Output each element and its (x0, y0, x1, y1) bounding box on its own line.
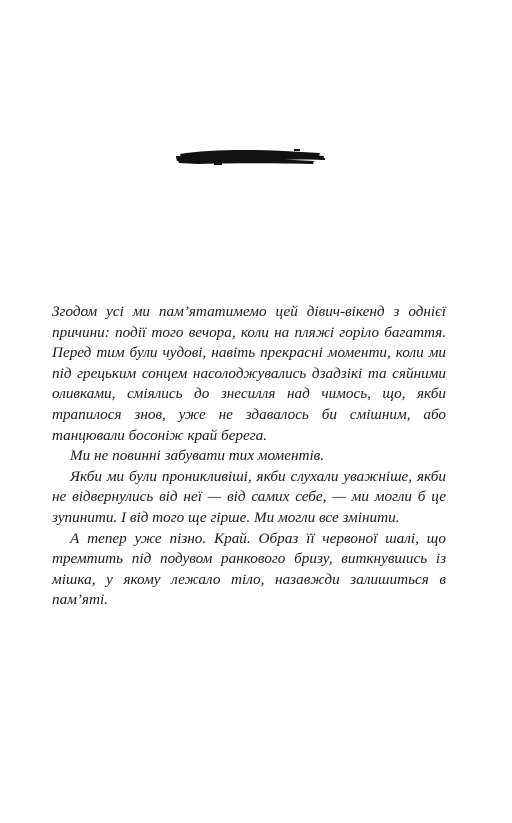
redaction-scribble-icon (174, 146, 326, 168)
paragraph-4: А тепер уже пізно. Край. Образ її червоної шалі, що тремтить під подувом ранкового бризу, виткнувшись із мішка, у якому лежало тіло, назавжди залишиться в пам’яті. (52, 529, 446, 609)
body-text (52, 302, 446, 611)
paragraph-1: Згодом усі ми пам’ятатимемо цей дівич-вікенд з однієї причини: події того вечора, коли на пляжі горіло багаття. Перед тим були чудові, навіть прекрасні моменти, коли ми під грецьким сонцем насолоджувались дзадзікі та сяйними оливками, сміялись до знесилля над чимось, що, якби трапилося знов, уже не здавалось би смішним, або танцювали босоніж край берега. (52, 303, 446, 444)
paragraph-2: Ми не повинні забувати тих моментів. (70, 447, 325, 465)
paragraph-3: Якби ми були проникливіші, якби слухали уважніше, якби не відвернулись від неї — від самих себе, — ми могли б це зупинити. І від того ще гірше. Ми могли все змінити. (52, 467, 446, 526)
